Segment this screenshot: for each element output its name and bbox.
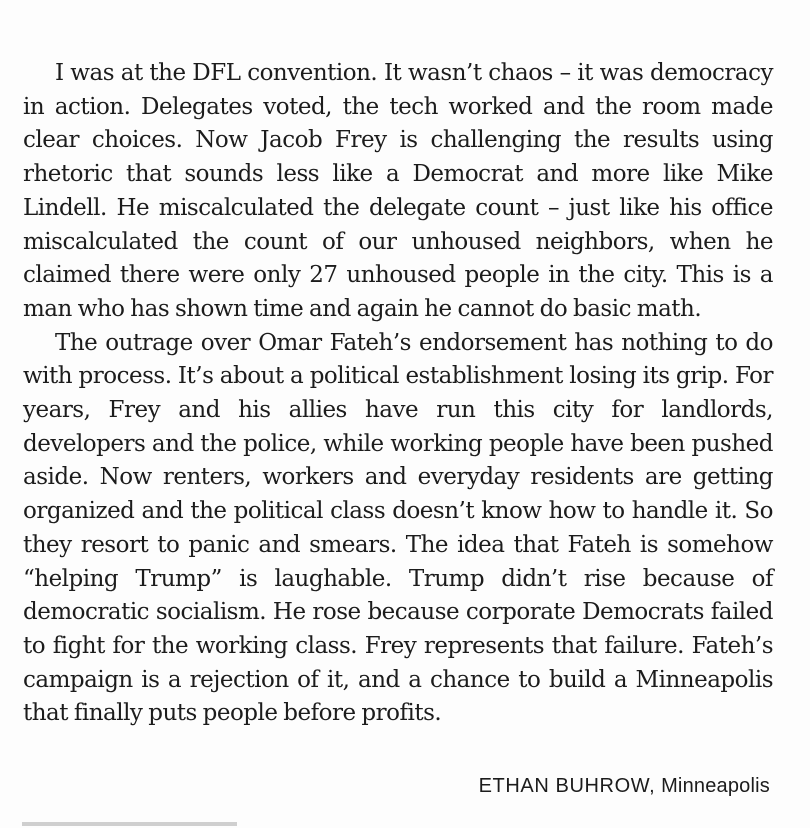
bottom-divider <box>22 822 237 826</box>
letter-paragraph-2: The outrage over Omar Fateh’s endorsement has nothing to do with process. It’s about a political establishment losing its grip. For years, Frey and his allies have run this city for landlords, developers and the police, while working people have been pushed aside. Now renters, workers and everyday residents are getting organized and the political class doesn’t know how to handle it. So they resort to panic and smears. The idea that Fateh is somehow “helping Trump” is laughable. Trump didn’t rise because of democratic socialism. He rose because corporate Democrats failed to fight for the working class. Frey represents that failure. Fateh’s campaign is a rejection of it, and a chance to build a Minneapolis that finally puts people before profits. <box>23 329 773 727</box>
letter-body <box>23 57 773 731</box>
letter-signature <box>479 775 770 798</box>
author-location: Minneapolis <box>661 775 770 797</box>
letter-paragraph-1: I was at the DFL convention. It wasn’t chaos – it was democracy in action. Delegates voted, the tech worked and the room made clear choices. Now Jacob Frey is challenging the results using rhetoric that sounds less like a Democrat and more like Mike Lindell. He miscalculated the delegate count – just like his office miscalculated the count of our unhoused neighbors, when he claimed there were only 27 unhoused people in the city. This is a man who has shown time and again he cannot do basic math. <box>23 60 773 322</box>
author-name: ETHAN BUHROW, <box>478 775 656 797</box>
